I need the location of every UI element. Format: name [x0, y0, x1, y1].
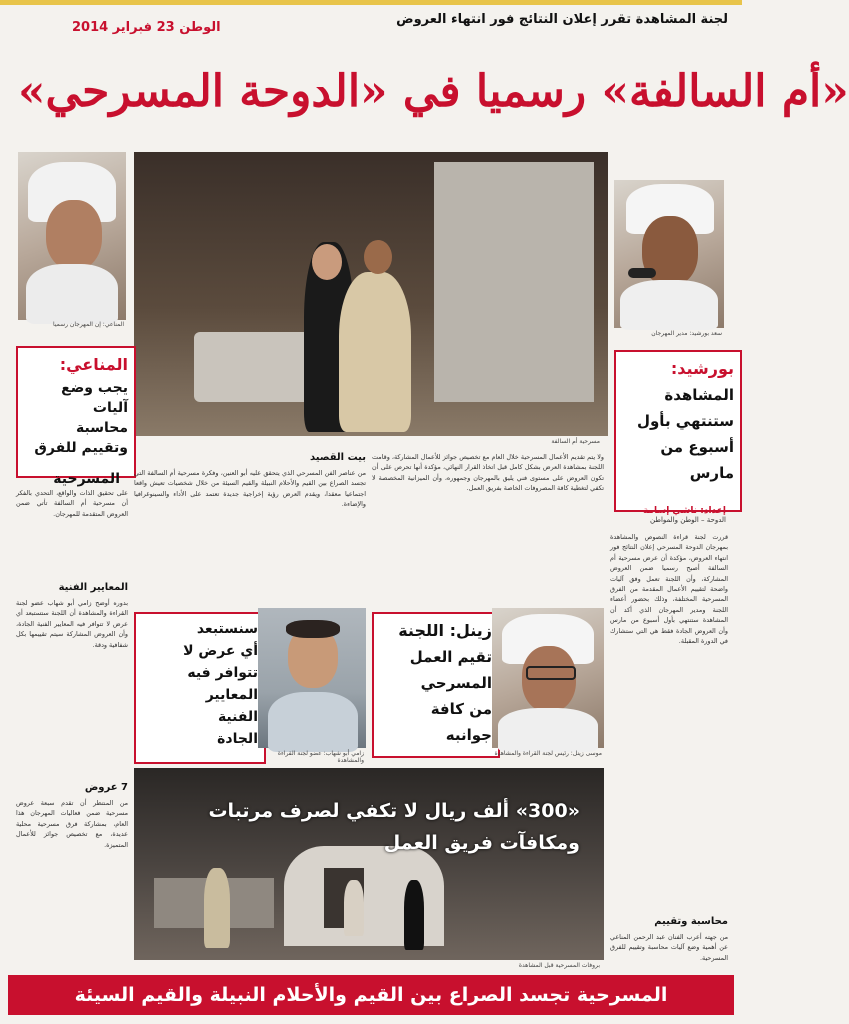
quote-line: المسرحي: [420, 674, 492, 692]
mid-left-portrait-photo: [258, 608, 366, 748]
stage-banner-line1: «300» ألف ريال لا تكفي لصرف مرتبات: [208, 800, 580, 822]
body-column-4b: بدوره أوضح زامي أبو شهاب عضو لجنة القراءة والمشاهدة أن اللجنة ستستبعد أي عرض لا تتوافر فيه المعايير الفنية الجادة، وأن العروض المشاركة سيتم تقييمها بكل شفافية ودقة.: [16, 599, 128, 649]
quote-box-manai: [16, 346, 136, 478]
body-column-3: من عناصر الفن المسرحي الذي يتحقق عليه أبو العنين، وفكرة مسرحية أم السالفة التي تجسد الصراع بين القيم والأحلام النبيلة والقيم السيئة من خلال شخصيات تعيش واقعا اجتماعيا معقدا، ويقدم العرض رؤية إخراجية جديدة تعتمد على الأداء والسينوغرافيا والإضاءة.: [134, 469, 366, 509]
body-column-1b: من جهته أعرب الفنان عبد الرحمن المناعي عن أهمية وضع آليات محاسبة وتقييم للفرق المسرحية.: [610, 933, 728, 962]
body-column-4c: من المنتظر أن تقدم سبعة عروض مسرحية ضمن فعاليات المهرجان هذا العام، بمشاركة فرق مسرحية محلية عديدة، مع تخصيص جوائز للأعمال المتميزة.: [16, 799, 128, 849]
right-portrait-caption: سعد بورشيد: مدير المهرجان: [651, 330, 722, 337]
quote-line: جوانبه: [445, 726, 492, 744]
top-color-strip: [0, 0, 742, 5]
quote-line: الجادة: [217, 731, 258, 747]
quote-line: تقيم العمل: [409, 648, 492, 666]
left-portrait-photo: [18, 152, 126, 320]
quote-box-bourshid: [614, 350, 742, 512]
mid-right-portrait-photo: [492, 608, 604, 748]
quote-line: مارس: [689, 464, 734, 482]
quote-lead-manai: المناعي:: [59, 355, 128, 374]
quote-line: الفنية: [217, 709, 258, 725]
quote-line: وتقييم للفرق: [34, 440, 128, 456]
subhead-bait: بيت القصيد: [310, 452, 366, 463]
bottom-banner: المسرحية تجسد الصراع بين القيم والأحلام النبيلة والقيم السيئة: [8, 975, 734, 1015]
quote-line: أي عرض لا: [183, 643, 258, 659]
byline-source: الدوحة – الوطن والمواطن: [650, 516, 726, 524]
stage-banner-line2: ومكافآت فريق العمل: [383, 832, 580, 854]
quote-line: المعايير: [205, 687, 258, 703]
page-headline: «أم السالفة» رسميا في «الدوحة المسرحي»: [18, 66, 849, 117]
subhead-accountability: محاسبة وتقييم: [654, 916, 728, 927]
quote-line: سنستبعد: [196, 621, 258, 637]
mid-right-portrait-caption: موسى زينل: رئيس لجنة القراءة والمشاهدة: [494, 750, 602, 757]
stage-rehearsal-photo: [134, 768, 604, 960]
byline-author: إعداد: ناشي إسامة: [642, 506, 726, 516]
quote-line: آليات: [92, 400, 128, 416]
main-play-photo: [134, 152, 608, 436]
quote-line: أسبوع من: [660, 438, 734, 456]
quote-lead-bourshid: بورشيد:: [670, 359, 734, 378]
main-photo-caption: مسرحية أم السالفة: [551, 438, 600, 445]
quote-lead-zainal: زينل: اللجنة: [398, 621, 492, 640]
kicker-line: لجنة المشاهدة تقرر إعلان النتائج فور انتهاء العروض: [396, 12, 728, 27]
quote-line: المشاهدة: [664, 386, 734, 404]
quote-box-abushihab: [134, 612, 266, 764]
quote-line: المسرحية: [53, 471, 120, 487]
subhead-seven-shows: 7 عروض: [84, 782, 128, 793]
subhead-standards: المعايير الفنية: [58, 582, 128, 593]
stage-photo-caption: بروفات المسرحية قبل المشاهدة: [518, 962, 600, 969]
quote-line: تتوافر فيه: [187, 665, 258, 681]
dateline: الوطن 23 فبراير 2014: [72, 20, 221, 35]
quote-line: يجب وضع: [61, 380, 128, 396]
mid-left-portrait-caption: زامي أبو شهاب: عضو لجنة القراءة والمشاهدة: [277, 750, 364, 764]
quote-line: من كافة: [430, 700, 492, 718]
body-column-2: ولا يتم تقديم الأعمال المسرحية خلال العام مع تخصيص جوائز للأعمال المشاركة، وقامت اللجنة بمشاهدة العرض بشكل كامل قبل اتخاذ القرار النهائي، مؤكدة أنها تحرص على أن تكون العروض على مستوى فني يليق بالمهرجان وجمهوره، وأن الميزانية المخصصة لا تكفي لتغطية كافة المصروفات الخاصة بفريق العمل.: [372, 453, 604, 493]
left-portrait-caption: المناعي: إن المهرجان رسميا: [52, 321, 124, 328]
byline: [614, 506, 726, 524]
quote-box-zainal: [372, 612, 500, 758]
right-portrait-photo: [614, 180, 724, 328]
body-column-4: على تحقيق الذات والواقع، التحدي بالفكر أن مسرحية أم السالفة تأتي ضمن العروض المتقدمة للمهرجان.: [16, 489, 128, 518]
quote-line: ستنتهي بأول: [636, 412, 734, 430]
body-column-1: قررت لجنة قراءة النصوص والمشاهدة بمهرجان الدوحة المسرحي إعلان النتائج فور انتهاء العروض، مؤكدة أن عرض مسرحية أم السالفة أصبح رسميا ضمن العروض المشاركة، وأن اللجنة تعمل وفق آليات واضحة لتقييم الأعمال المقدمة من الفرق المسرحية المختلفة، وذلك بحضور أعضاء اللجنة ومدير المهرجان الذي أكد أن المشاهدة ستنتهي بأول أسبوع من مارس وأن العروض الجادة فقط هي التي ستشارك في الدورة المقبلة.: [610, 533, 728, 646]
quote-line: محاسبة: [76, 420, 128, 436]
